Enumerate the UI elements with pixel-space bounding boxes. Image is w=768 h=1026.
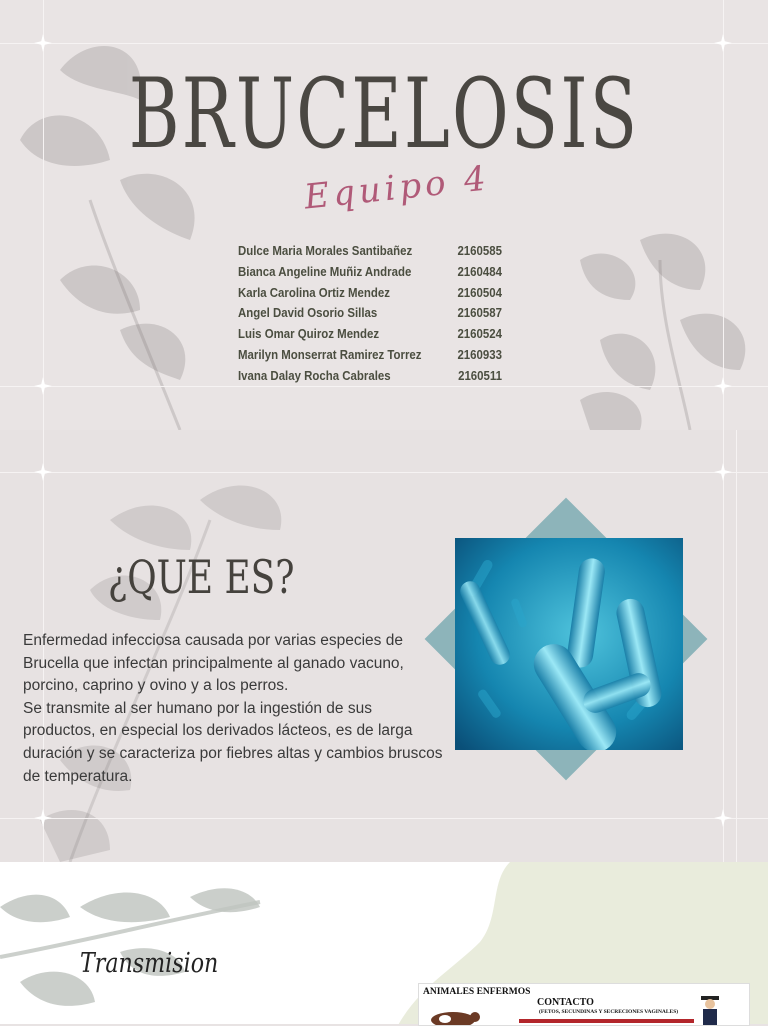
arrow-icon <box>519 1018 699 1024</box>
leaf-branch-decoration <box>0 862 300 1024</box>
sparkle-icon <box>714 377 732 395</box>
sparkle-icon <box>34 34 52 52</box>
sparkle-icon <box>34 463 52 481</box>
frame-line-right <box>723 0 724 430</box>
definition-heading: ¿QUE ES? <box>108 550 295 604</box>
definition-paragraph-2: Se transmite al ser humano por la ingestión de sus productos, en especial los derivados lácteos, es de larga duración y se caracteriza por fiebres altas y cambios bruscos de temperatura. <box>23 699 443 785</box>
member-id: 2160587 <box>457 305 502 321</box>
infographic-label-contact: CONTACTO <box>537 997 594 1008</box>
frame-line-top <box>0 472 768 473</box>
definition-text <box>23 630 443 788</box>
member-id: 2160524 <box>457 326 502 342</box>
frame-line-far-right <box>736 430 737 862</box>
sparkle-icon <box>34 377 52 395</box>
member-row <box>238 368 502 389</box>
person-icon <box>695 992 725 1026</box>
sparkle-icon <box>714 809 732 827</box>
cow-icon <box>423 1008 483 1026</box>
title-slide <box>0 0 768 430</box>
frame-line-bottom <box>0 818 768 819</box>
member-name: Angel David Osorio Sillas <box>238 305 378 321</box>
member-id: 2160504 <box>457 284 502 300</box>
member-row <box>238 285 502 306</box>
team-subtitle: Equipo 4 <box>302 158 492 218</box>
definition-paragraph-1: Enfermedad infecciosa causada por varias especies de Brucella que infectan principalmente al ganado vacuno, porcino, caprino y ovino y a los perros. <box>23 632 404 695</box>
sparkle-icon <box>714 463 732 481</box>
member-name: Marilyn Monserrat Ramirez Torrez <box>238 346 422 362</box>
member-list <box>238 243 508 389</box>
sparkle-icon <box>34 809 52 827</box>
member-row <box>238 347 502 368</box>
member-name: Dulce Maria Morales Santibañez <box>238 243 413 258</box>
sparkle-icon <box>714 34 732 52</box>
member-id: 2160933 <box>457 346 502 362</box>
member-id: 2160484 <box>457 263 502 279</box>
frame-line-right <box>723 430 724 862</box>
member-row <box>238 243 502 264</box>
presentation-title: BRUCELOSIS <box>128 58 640 170</box>
infographic-label-contact-detail: (FETOS, SECUNDINAS Y SECRECIONES VAGINALES) <box>539 1009 679 1015</box>
transmission-heading: Transmision <box>80 948 219 979</box>
member-name: Karla Carolina Ortiz Mendez <box>238 284 390 300</box>
member-name: Ivana Dalay Rocha Cabrales <box>238 367 391 383</box>
transmission-infographic <box>418 983 750 1026</box>
frame-line-top <box>0 43 768 44</box>
member-row <box>238 326 502 347</box>
member-row <box>238 264 502 285</box>
infographic-label-animals: ANIMALES ENFERMOS <box>423 987 531 997</box>
member-id: 2160511 <box>458 367 502 383</box>
member-name: Bianca Angeline Muñiz Andrade <box>238 263 412 279</box>
bacteria-image <box>455 538 683 750</box>
member-row <box>238 305 502 326</box>
member-id: 2160585 <box>457 243 502 258</box>
frame-line-left <box>43 0 44 430</box>
member-name: Luis Omar Quiroz Mendez <box>238 326 380 342</box>
